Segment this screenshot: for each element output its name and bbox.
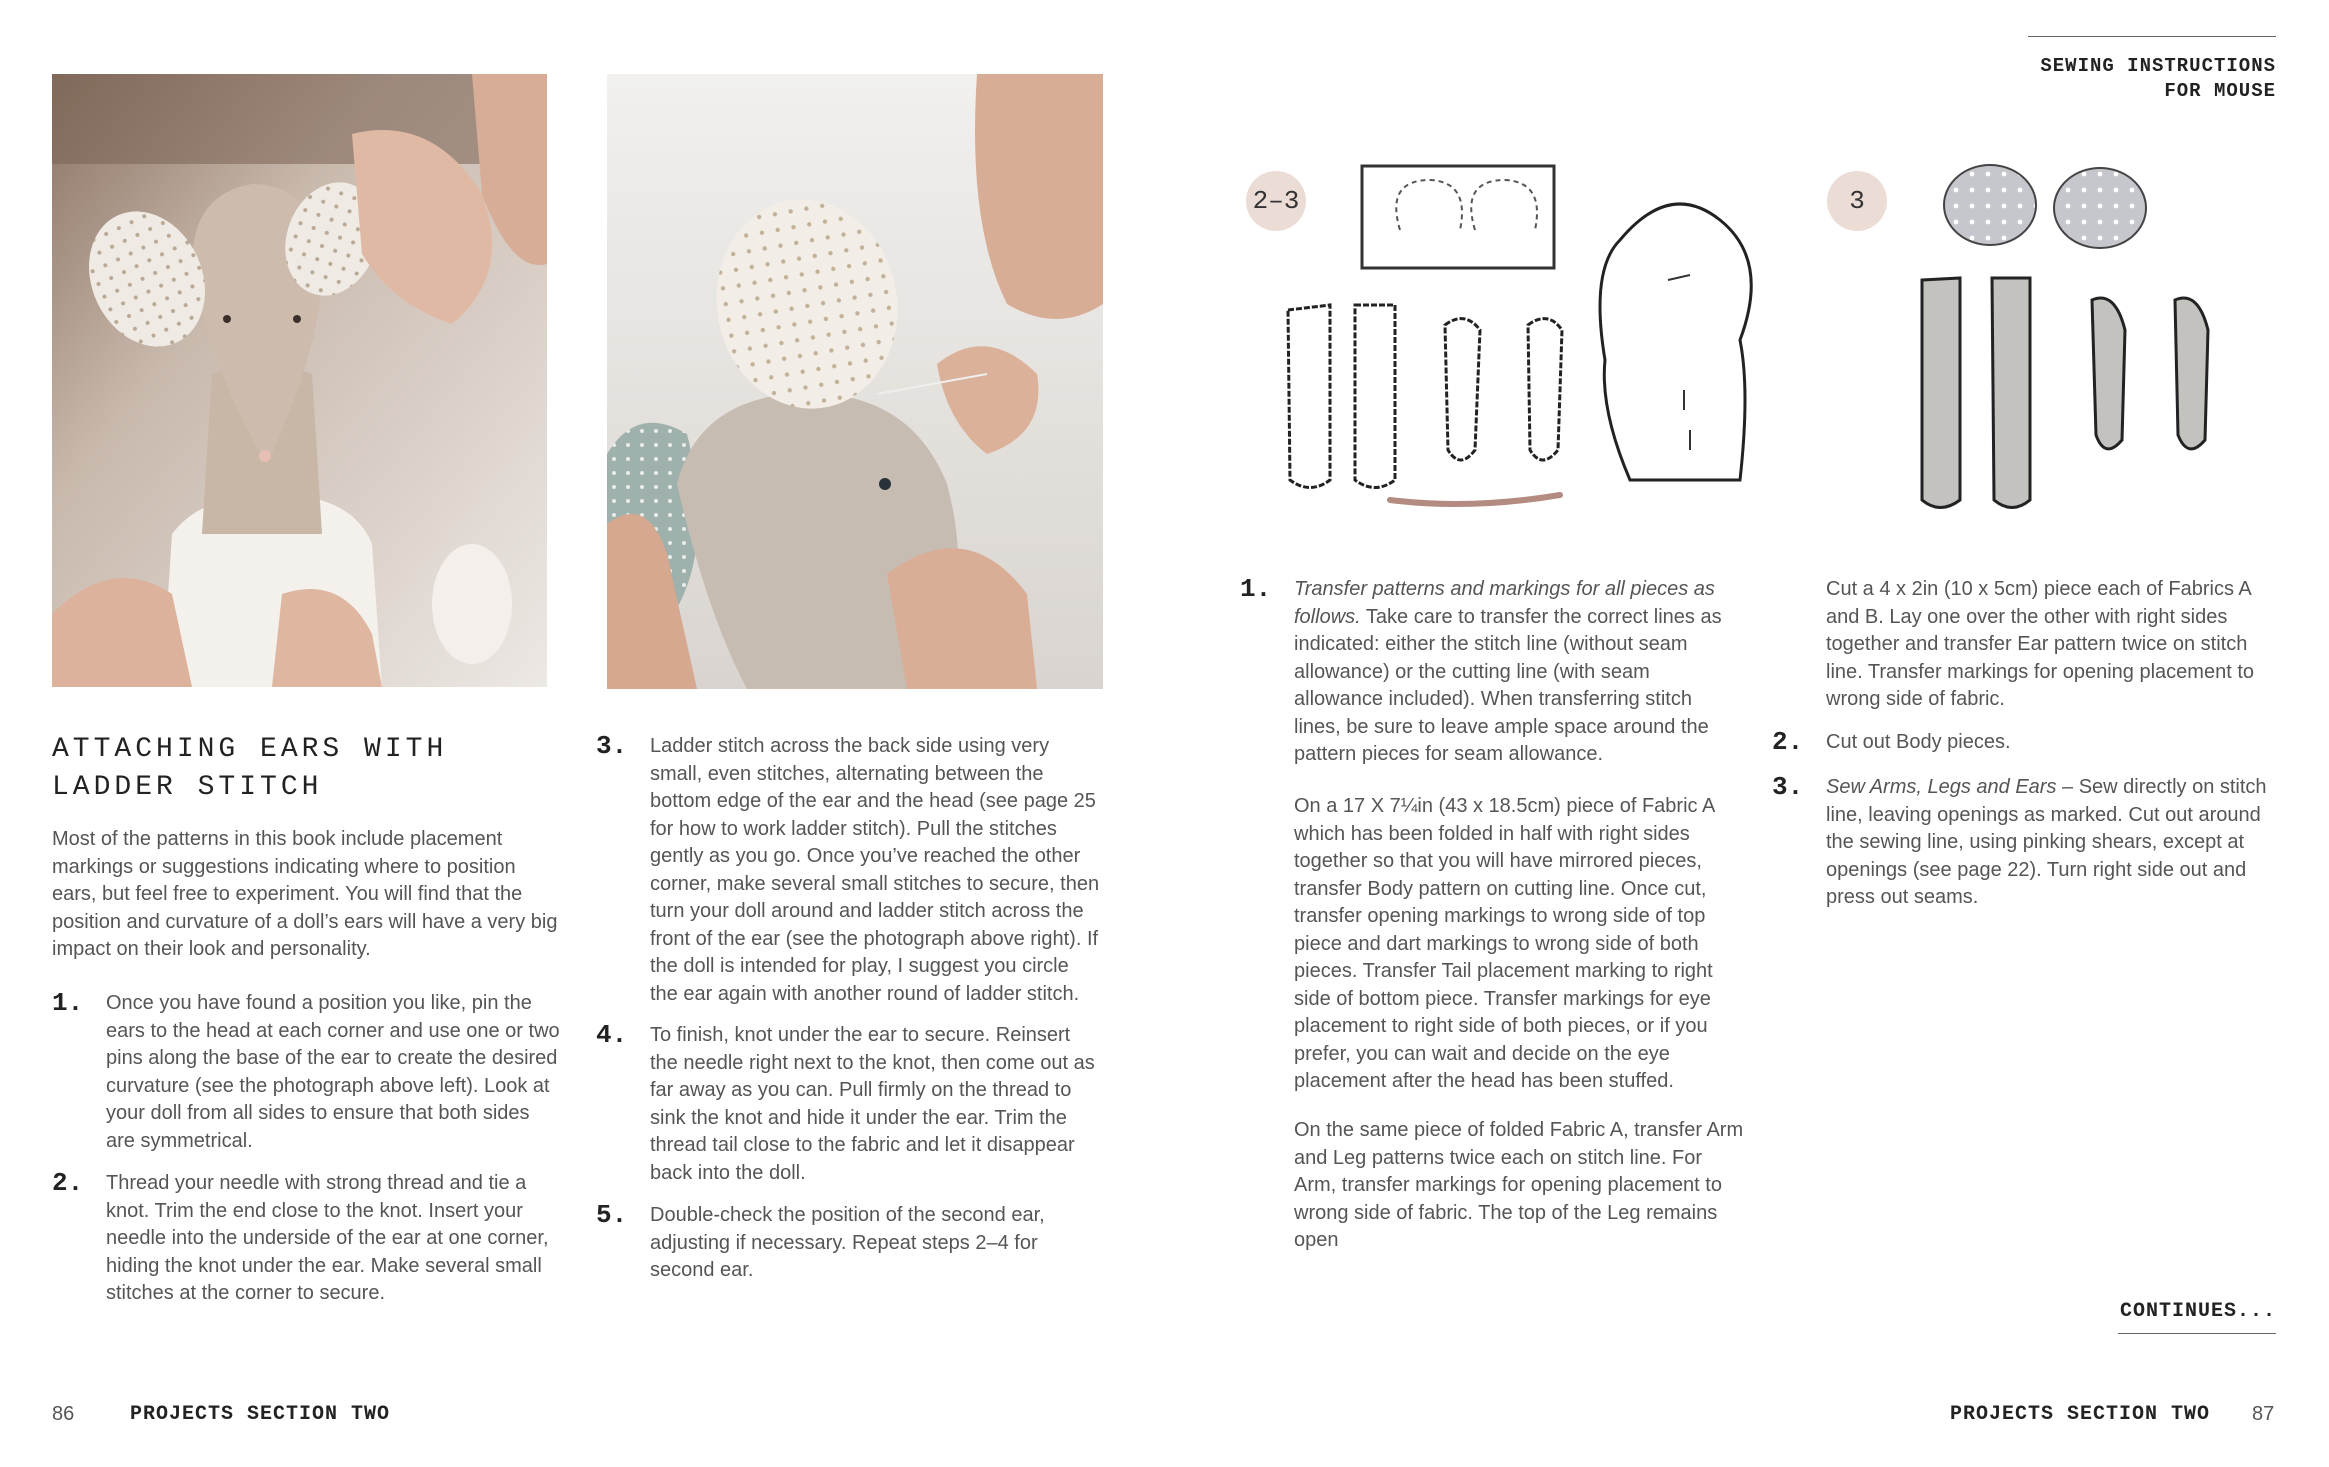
footer-right: PROJECTS SECTION TWO — [1949, 1403, 2210, 1426]
heading-line-1: ATTACHING EARS WITH — [52, 734, 448, 765]
step-1-text — [1294, 576, 1744, 769]
footer-left: PROJECTS SECTION TWO — [130, 1403, 391, 1426]
step-number: 2. — [1772, 727, 1804, 757]
step-1-italic: Transfer patterns and markings for all pieces as follows. — [1294, 578, 1715, 628]
step-text: Thread your needle with strong thread and tie a knot. Trim the end close to the knot. Insert your needle into the underside of the ear at one corner, hiding the knot under the ear. Make several small stitches at the corner to secure. — [106, 1172, 549, 1304]
step-1-rest: Take care to transfer the correct lines as indicated: either the stitch line (without seam allowance) or the cutting line (with seam allowance included). When transferring stitch lines, be sure to leave ample space around the pattern pieces for seam allowance. — [1294, 605, 1722, 765]
header-line-1: SEWING INSTRUCTIONS — [2040, 55, 2276, 77]
step-text: Once you have found a position you like, pin the ears to the head at each corner and use one or two pins along the base of the ear to create the desired curvature (see the photograph above left). Look at your doll from all sides to ensure that both sides are symmetrical. — [106, 992, 560, 1152]
step-text: Double-check the position of the second ear, adjusting if necessary. Repeat steps 2–4 for second ear. — [650, 1204, 1045, 1281]
step-number: 3. — [596, 731, 628, 761]
paragraph-body-transfer: On a 17 X 7¼in (43 x 18.5cm) piece of Fabric A which has been folded in half with right sides together so that you will have mirrored pieces, transfer Body pattern on cutting line. Once cut, transfer opening markings to wrong side of top piece and dart markings to wrong side of both pieces. Transfer Tail placement marking to right side of bottom piece. Transfer markings for eye placement to right side of both pieces, or if you prefer, you can wait and decide on the eye placement after the head has been stuffed. — [1294, 795, 1715, 1092]
step-number: 1. — [52, 988, 84, 1018]
step-text: To finish, knot under the ear to secure. Reinsert the needle right next to the knot, then come out as far away as you can. Pull firmly on the thread to sink the knot and hide it under the ear. Trim the thread tail close to the fabric and let it disappear back into the doll. — [650, 1024, 1095, 1184]
header-line-2: FOR MOUSE — [2164, 80, 2276, 102]
photo-pinning-ears — [52, 74, 547, 687]
continues-rule — [2118, 1333, 2276, 1334]
heading-line-2: LADDER STITCH — [52, 772, 323, 803]
header-rule — [2028, 36, 2276, 37]
step-number: 2. — [52, 1168, 84, 1198]
step-number: 3. — [1772, 772, 1804, 802]
continues-label: CONTINUES... — [2119, 1300, 2276, 1323]
step-3-italic: Sew Arms, Legs and Ears — [1826, 776, 2057, 798]
step-text: Ladder stitch across the back side using very small, even stitches, alternating between the bottom edge of the ear and the head (see page 25 for how to work ladder stitch). Pull the stitches gently as you go. Once you’ve reached the other corner, make several small stitches to secure, then turn your doll around and ladder stitch across the front of the ear (see the photograph above right). If the doll is intended for play, I suggest you circle the ear again with another round of ladder stitch. — [650, 735, 1100, 1005]
step-number: 4. — [596, 1020, 628, 1050]
photo-ladder-stitch — [607, 74, 1103, 689]
step-number: 5. — [596, 1200, 628, 1230]
page-number-left: 86 — [52, 1403, 75, 1425]
step-badge-2-3: 2–3 — [1246, 171, 1306, 231]
illustration-pattern-pieces — [1270, 150, 1790, 530]
page-header — [1960, 54, 2276, 104]
intro-paragraph: Most of the patterns in this book include placement markings or suggestions indicating where to position ears, but feel free to experiment. You will find that the position and curvature of a doll’s ears will have a very big impact on their look and personality. — [52, 828, 558, 960]
paragraph-ear-fabric: Cut a 4 x 2in (10 x 5cm) piece each of Fabrics A and B. Lay one over the other with right sides together and transfer Ear pattern twice on stitch line. Transfer markings for opening placement to wrong side of fabric. — [1826, 578, 2254, 710]
step-2-text: Cut out Body pieces. — [1826, 731, 2011, 753]
page-number-right: 87 — [2252, 1403, 2275, 1425]
illustration-sewn-pieces — [1900, 150, 2280, 530]
step-number: 1. — [1240, 574, 1272, 604]
step-badge-3: 3 — [1827, 171, 1887, 231]
step-3-rest: – Sew directly on stitch line, leaving openings as marked. Cut out around the sewing line, using pinking shears, except at openings (see page 22). Turn right side out and press out seams. — [1826, 776, 2267, 908]
paragraph-arm-leg-transfer: On the same piece of folded Fabric A, transfer Arm and Leg patterns twice each on stitch line. For Arm, transfer markings for opening placement to wrong side of fabric. The top of the Leg remains open — [1294, 1119, 1744, 1251]
section-heading — [52, 731, 592, 807]
step-3-text — [1826, 774, 2276, 912]
